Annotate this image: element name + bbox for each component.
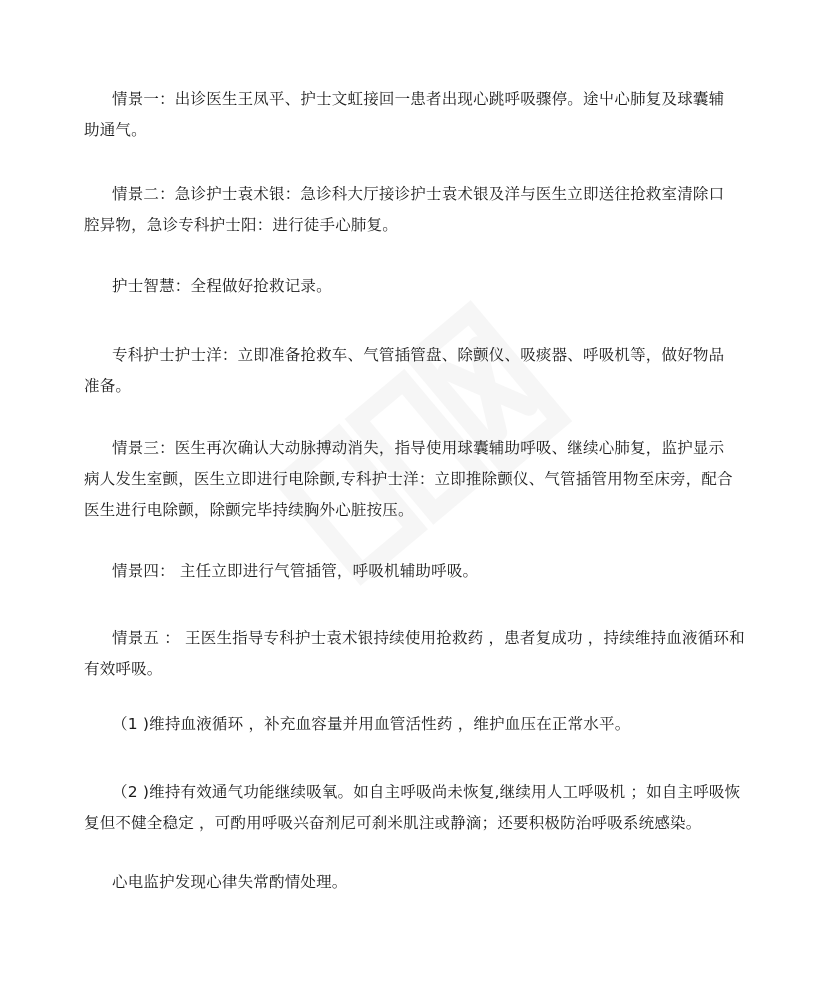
paragraph-scene-5 [84,623,752,685]
text-line: 情景二：急诊护士袁术银：急诊科大厅接诊护士袁术银及洋与医生立即送往抢救室清除口 [112,185,725,203]
text-line: 情景四： 主任立即进行气管插管，呼吸机辅助呼吸。 [112,562,479,580]
text-line: 病人发生室颤，医生立即进行电除颤,专科护士洋：立即推除颤仪、气管插管用物至床旁，配合 [84,470,733,488]
text-line: 护士智慧：全程做好抢救记录。 [112,277,332,295]
paragraph-item-1 [112,709,752,740]
text-line: 医生进行电除颤，除颤完毕持续胸外心脏按压。 [84,501,414,519]
paragraph-scene-1 [84,84,752,146]
text-line: 助通气。 [84,121,147,139]
text-line: 腔异物，急诊专科护士阳：进行徒手心肺复。 [84,216,399,234]
text-line: 复但不健全稳定 ，可酌用呼吸兴奋剂尼可刹米肌注或静滴；还要积极防治呼吸系统感染。 [84,814,702,832]
text-line: （2 )维持有效通气功能继续吸氧。如自主呼吸尚未恢复,继续用人工呼吸机 ；如自主呼吸恢 [112,783,741,801]
text-line: 有效呼吸。 [84,660,163,678]
paragraph-nurse-record [112,271,752,302]
paragraph-item-2 [84,777,752,839]
text-line: （1 )维持血液循环 ，补充血容量并用血管活性药 ，维护血压在正常水平。 [112,715,631,733]
text-line: 心电监护发现心律失常酌情处理。 [112,873,348,891]
paragraph-scene-4 [112,556,752,587]
text-line: 情景五 ： 王医生指导专科护士袁术银持续使用抢救药 ，患者复成功 ，持续维持血液循环和 [112,629,745,647]
paragraph-scene-3 [84,433,752,526]
paragraph-scene-2 [84,179,752,241]
text-line: 准备。 [84,377,132,395]
text-line: 专科护士护士洋：立即准备抢救车、气管插管盘、除颤仪、吸痰器、呼吸机等，做好物品 [112,346,725,364]
paragraph-specialist-nurse [84,340,752,402]
paragraph-ecg-monitor [112,867,752,898]
text-line: 情景三：医生再次确认大动脉搏动消失，指导使用球囊辅助呼吸、继续心肺复，监护显示 [112,439,725,457]
text-line: 情景一：出诊医生王凤平、护士文虹接回一患者出现心跳呼吸骤停。途屮心肺复及球囊辅 [112,90,725,108]
